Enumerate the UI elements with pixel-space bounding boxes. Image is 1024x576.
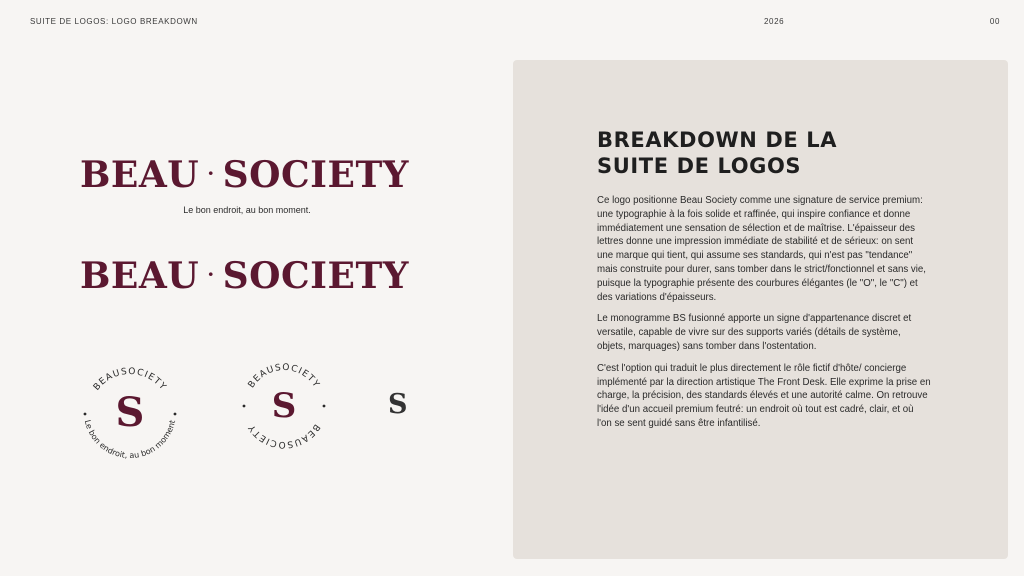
wordmark-beau: BEAU xyxy=(80,255,200,297)
monogram-standalone: S xyxy=(388,389,408,420)
badge2-monogram: S xyxy=(271,386,297,426)
wordmark-society: SOCIETY xyxy=(222,154,409,196)
page-number: 00 xyxy=(989,17,1000,26)
badge-dot-left xyxy=(84,413,87,416)
primary-wordmark xyxy=(80,154,409,196)
badge-tagline-svg xyxy=(72,356,188,472)
badge2-bottom-text: BEAUSOCIETY xyxy=(246,421,322,450)
badge-dot-right xyxy=(174,413,177,416)
badge2-top-text: BEAUSOCIETY xyxy=(246,362,322,391)
paragraph-2: Le monogramme BS fusionné apporte un signe d'appartenance discret et versatile, capable de vivre sur des supports variés (détails de système, objets, marquages) sans tomber dans l'ostentation. xyxy=(597,313,912,352)
year-label: 2026 xyxy=(764,17,785,26)
paragraph-3: C'est l'option qui traduit le plus directement le rôle fictif d'hôte/ concierge implémenté par la direction artistique The Front Desk. Elle exprime la prise en charge, la précision, des standards élevés et une autorité calme. On retrouve l'idée d'un accueil premium feutré: un endroit où tout est cadré, clair, et où l'on se sent guidé sans être infantilisé. xyxy=(597,362,931,429)
badge-monogram: S xyxy=(115,389,145,436)
badge2-dot-right xyxy=(323,405,326,408)
wordmark-separator: · xyxy=(207,161,215,185)
wordmark-separator: · xyxy=(207,262,215,286)
wordmark-society: SOCIETY xyxy=(222,255,409,297)
circular-badge-double xyxy=(228,350,340,462)
panel-body xyxy=(597,194,931,439)
badge-top-text: BEAUSOCIETY xyxy=(91,366,169,393)
panel-title-line1: BREAKDOWN DE LA xyxy=(597,128,838,152)
badge-bottom-text: Le bon endroit, au bon moment xyxy=(82,419,178,461)
top-bar xyxy=(0,17,1024,29)
section-title: SUITE DE LOGOS: LOGO BREAKDOWN xyxy=(30,17,198,26)
secondary-wordmark xyxy=(80,255,409,297)
wordmark-beau: BEAU xyxy=(80,154,200,196)
panel-title-line2: SUITE DE LOGOS xyxy=(597,154,802,178)
badge2-dot-left xyxy=(243,405,246,408)
panel-title xyxy=(597,127,977,179)
badge-double-svg xyxy=(228,350,340,462)
tagline: Le bon endroit, au bon moment. xyxy=(183,205,311,215)
breakdown-panel xyxy=(513,60,1008,559)
svg-text:BEAUSOCIETY xyxy=(247,422,322,449)
paragraph-1: Ce logo positionne Beau Society comme une signature de service premium: une typographie à la fois solide et raffinée, qui inspire confiance et donne immédiatement une sensation de sélection et de maîtrise. L'épaisseur des lettres donne une impression immédiate de stabilité et de sérieux: on sent une marque qui tient, qui assume ses standards, qui n'est pas "tendance" mais construite pour durer, sans tomber dans le strict/fonctionnel et sans vie, puisque la typographie présente des courbures élégantes (le "O", le "C") et des variations d'épaisseurs. xyxy=(597,195,926,303)
circular-badge-tagline xyxy=(72,356,188,472)
